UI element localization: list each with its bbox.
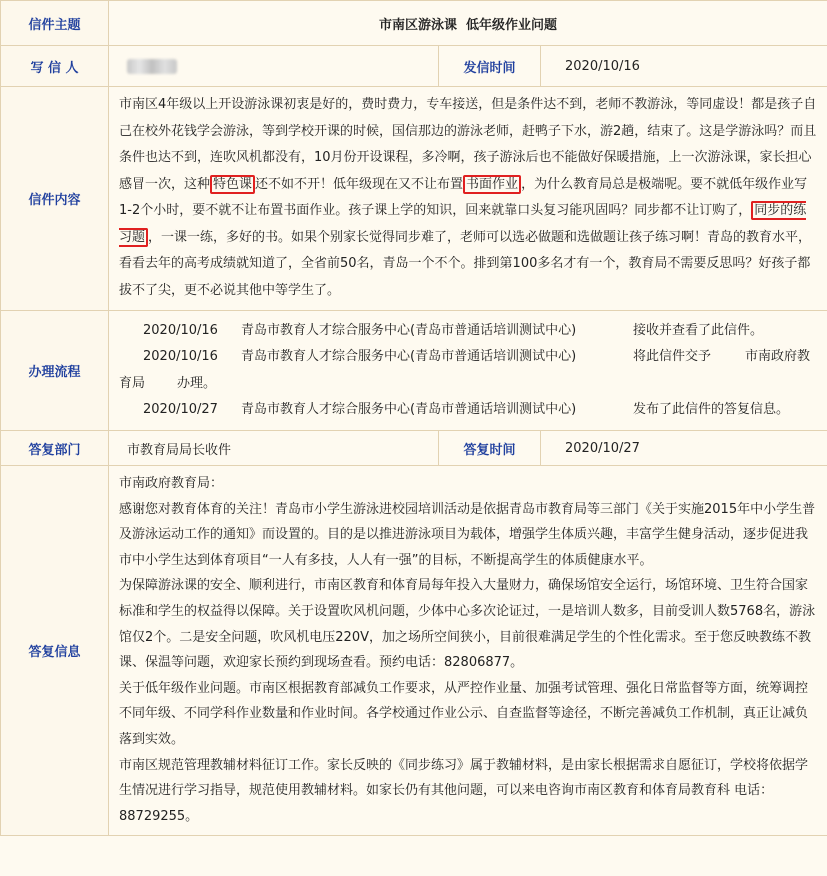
step-action: 将此信件交予 xyxy=(633,349,712,364)
writer-row xyxy=(1,46,827,87)
process-step xyxy=(119,344,817,371)
process-steps xyxy=(109,311,827,431)
step-date: 2020/10/27 xyxy=(143,402,218,417)
reply-paragraph: 为保障游泳课的安全、顺利进行，市南区教育和体育局每年投入大量财力，确保场馆安全运行，场馆环境、卫生符合国家标准和学生的权益得以保障。关于设置吹风机问题，少体中心多次论证过，一是培训人数多，目前受训人数5768名，游泳馆仅2个。二是安全问题，吹风机电压220V，加之场所空间狭小，目前很难满足学生的个性化需求。至于您反映教练不教课、保温等问题，欢迎家长预约到现场查看。预约电话：82806877。 xyxy=(119,578,816,671)
reply-label: 答复信息 xyxy=(1,466,109,836)
highlight-special-course: 特色课 xyxy=(210,175,255,194)
reply-paragraph: 关于低年级作业问题。市南区根据教育部减负工作要求，从严控作业量、加强考试管理、强化日常监督等方面，统筹调控不同年级、不同学科作业数量和作业时间。各学校通过作业公示、自查监督等途径，不断完善减负工作机制，真正让减负落到实效。 xyxy=(119,680,809,747)
reply-dept-row xyxy=(1,431,827,466)
process-label: 办理流程 xyxy=(1,311,109,431)
letter-subject: 市南区游泳课 低年级作业问题 xyxy=(109,1,827,46)
step-action: 接收并查看了此信件。 xyxy=(633,322,764,338)
reply-time: 2020/10/27 xyxy=(541,431,827,466)
step-org: 青岛市教育人才综合服务中心(青岛市普通话培训测试中心) xyxy=(241,349,577,364)
send-time: 2020/10/16 xyxy=(541,46,827,87)
content-part-2: 还不如不开！低年级现在又不让布置 xyxy=(255,176,464,192)
step-org: 青岛市教育人才综合服务中心(青岛市普通话培训测试中心) xyxy=(241,322,577,338)
step-org: 青岛市教育人才综合服务中心(青岛市普通话培训测试中心) xyxy=(241,402,577,417)
step-action-continued: 办理。 xyxy=(177,375,217,391)
writer-name xyxy=(109,46,439,87)
reply-dept-label: 答复部门 xyxy=(1,431,109,466)
redacted-name xyxy=(127,59,177,74)
content-part-4: ，一课一练，多好的书。如果个别家长觉得同步难了，老师可以选必做题和选做题让孩子练习啊！青岛的教育水平，看看去年的高考成绩就知道了，全省前50名，青岛一个不个。排到第100多名才有一个，教育局不需要反思吗？好孩子都拔不了尖，更不必说其他中等学生了。 xyxy=(119,229,812,298)
process-step-continued xyxy=(119,371,817,398)
content-part-1: 市南区4年级以上开设游泳课初衷是好的，费时费力，专车接送，但是条件达不到，老师不教游泳，等同虚设！都是孩子自己在校外花钱学会游泳，等到学校开课的时候，国信那边的游泳老师，赶鸭子下水，游2趟，结束了。这是学游泳吗？而且条件也达不到，连吹风机都没有，10月份开设课程，多冷啊，孩子游泳后也不能做好保暖措施，上一次游泳课，家长担心感冒一次，这种 xyxy=(119,97,817,192)
step-target: 市南政府教 xyxy=(745,349,811,364)
process-step xyxy=(119,397,817,424)
reply-greeting: 市南政府教育局： xyxy=(119,476,224,491)
subject-label: 信件主题 xyxy=(1,1,109,46)
step-date: 2020/10/16 xyxy=(143,322,218,338)
content-label: 信件内容 xyxy=(1,87,109,311)
reply-time-label: 答复时间 xyxy=(439,431,541,466)
subject-row xyxy=(1,1,827,46)
reply-paragraph: 市南区规范管理教辅材料征订工作。家长反映的《同步练习》属于教辅材料，是由家长根据需求自愿征订，学校将依据学生情况进行学习指导，规范使用教辅材料。如家长仍有其他问题，可以来电咨询市南区教育和体育局教育科 电话：88729255。 xyxy=(119,757,809,824)
step-date: 2020/10/16 xyxy=(143,349,218,364)
step-target-continued: 育局 xyxy=(119,375,146,391)
step-action: 发布了此信件的答复信息。 xyxy=(633,402,790,417)
content-row xyxy=(1,87,827,311)
reply-paragraph: 感谢您对教育体育的关注！青岛市小学生游泳进校园培训活动是依据青岛市教育局等三部门《关于实施2015年中小学生普及游泳运动工作的通知》而设置的。目的是以推进游泳项目为载体，增强学生体质兴趣，丰富学生健身活动，逐步促进我市中小学生达到体育项目“一人有多技，人人有一强”的目标，不断提高学生的体质健康水平。 xyxy=(119,501,816,568)
reply-row xyxy=(1,466,827,836)
content-text xyxy=(119,92,817,304)
highlight-sync-exercises: 同步的练习题 xyxy=(119,203,807,245)
writer-label: 写 信 人 xyxy=(1,46,109,87)
letter-content xyxy=(109,87,827,311)
highlight-written-homework: 书面作业 xyxy=(463,175,521,194)
reply-dept: 市教育局局长收件 xyxy=(109,431,439,466)
reply-content xyxy=(109,466,827,836)
send-time-label: 发信时间 xyxy=(439,46,541,87)
process-row xyxy=(1,311,827,431)
process-step xyxy=(119,318,817,345)
content-part-3: ，为什么教育局总是极端呢。要不就低年级作业写1-2个小时，要不就不让布置书面作业。孩子课上学的知识，回来就靠口头复习能巩固吗？同步都不让订购了， xyxy=(119,176,808,218)
